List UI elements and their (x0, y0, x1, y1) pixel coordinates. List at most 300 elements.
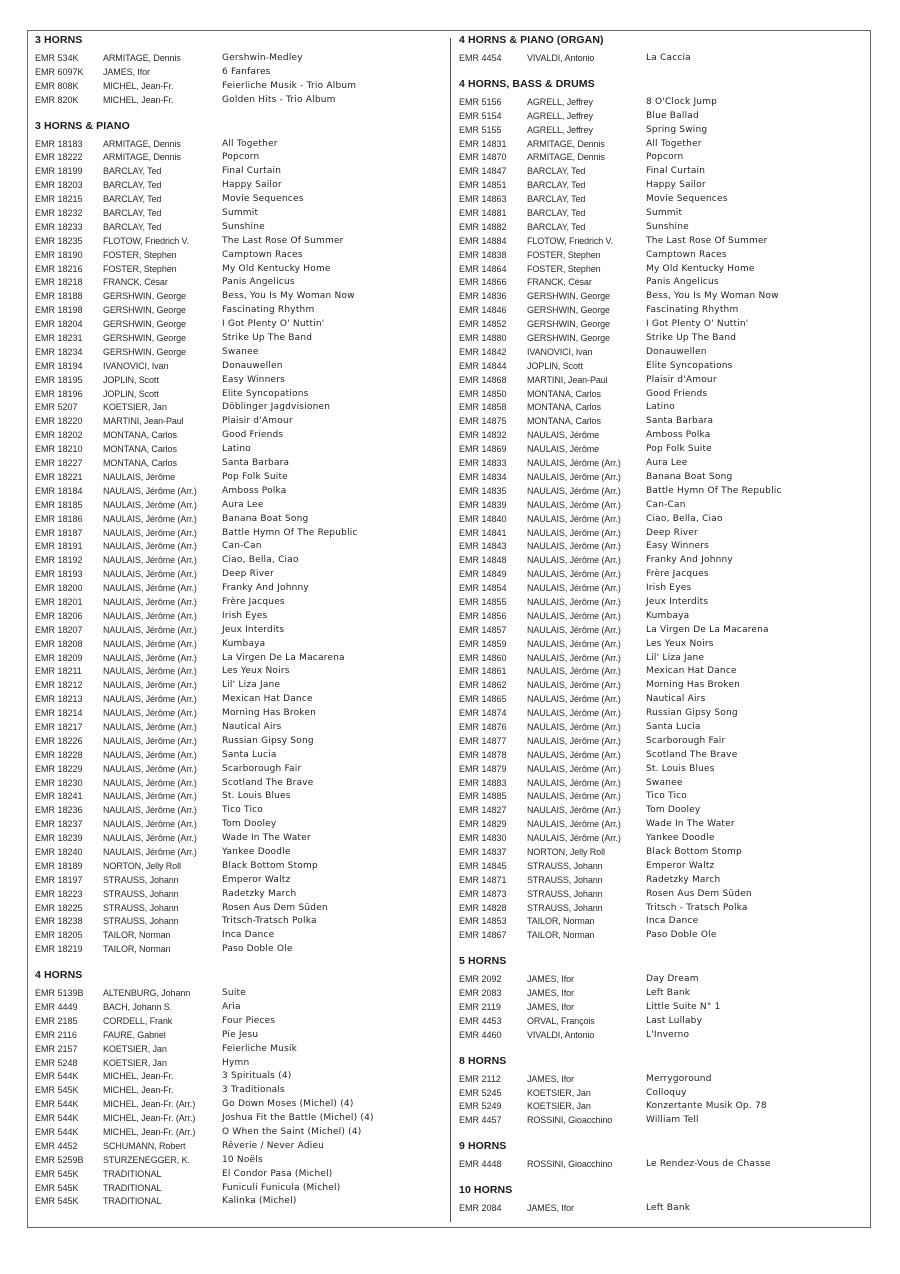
entry-title: Go Down Moses (Michel) (4) (222, 1099, 354, 1110)
entry-code: EMR 18199 (35, 166, 83, 177)
entry-code: EMR 18228 (35, 749, 83, 760)
entry-code: EMR 18237 (35, 819, 83, 830)
entry-code: EMR 2157 (35, 1043, 78, 1054)
entry-title: Yankee Doodle (222, 846, 291, 857)
catalog-entry (459, 582, 864, 596)
entry-composer: GERSHWIN, George (103, 333, 186, 344)
entry-composer: GERSHWIN, George (527, 319, 610, 330)
entry-title: Sunshine (222, 221, 265, 232)
catalog-entry (35, 332, 445, 346)
entry-composer: STRAUSS, Johann (103, 902, 179, 913)
entry-composer: IVANOVICI, Ivan (103, 360, 169, 371)
entry-title: Deep River (222, 569, 274, 580)
entry-composer: AGRELL, Jeffrey (527, 96, 593, 107)
entry-composer: BARCLAY, Ted (527, 180, 586, 191)
entry-title: Aura Lee (222, 499, 264, 510)
entry-title: The Last Rose Of Summer (646, 235, 768, 246)
entry-title: Nautical Airs (222, 721, 282, 732)
entry-title: Swanee (222, 346, 259, 357)
entry-code: EMR 14868 (459, 374, 507, 385)
entry-code: EMR 14839 (459, 499, 507, 510)
entry-title: Day Dream (646, 974, 699, 985)
entry-title: Jeux Interdits (222, 624, 285, 635)
entry-composer: NAULAIS, Jérôme (527, 444, 600, 455)
entry-code: EMR 18240 (35, 846, 83, 857)
entry-title: Kumbaya (646, 610, 690, 621)
entry-title: Radetzky March (222, 888, 297, 899)
catalog-entry (459, 249, 864, 263)
entry-composer: BARCLAY, Ted (103, 208, 162, 219)
entry-code: EMR 14883 (459, 777, 507, 788)
catalog-entry (35, 568, 445, 582)
entry-title: Plaisir d'Amour (646, 374, 717, 385)
entry-composer: CORDELL, Frank (103, 1015, 173, 1026)
entry-composer: NAULAIS, Jérôme (Arr.) (527, 541, 621, 552)
entry-composer: BARCLAY, Ted (103, 221, 162, 232)
entry-title: Movie Sequences (646, 194, 728, 205)
catalog-entry (35, 207, 445, 221)
entry-composer: NAULAIS, Jérôme (Arr.) (103, 763, 197, 774)
entry-composer: BARCLAY, Ted (527, 194, 586, 205)
entry-code: EMR 14874 (459, 708, 507, 719)
catalog-entry (35, 401, 445, 415)
catalog-entry (459, 471, 864, 485)
entry-title: Paso Doble Ole (222, 944, 293, 955)
catalog-entry (459, 235, 864, 249)
entry-composer: BARCLAY, Ted (103, 194, 162, 205)
entry-title: Final Curtain (646, 166, 706, 177)
catalog-entry (459, 1114, 864, 1128)
catalog-entry (459, 1001, 864, 1015)
catalog-entry (459, 138, 864, 152)
entry-title: Four Pieces (222, 1015, 276, 1026)
section-title: 9 HORNS (459, 1140, 507, 1153)
entry-composer: NAULAIS, Jérôme (Arr.) (527, 680, 621, 691)
catalog-entry (35, 318, 445, 332)
entry-title: Suite (222, 988, 246, 999)
section-title: 4 HORNS & PIANO (ORGAN) (459, 34, 604, 46)
entry-composer: GERSHWIN, George (527, 333, 610, 344)
entry-composer: KOETSIER, Jan (103, 402, 167, 413)
entry-title: Colloquy (646, 1087, 687, 1098)
entry-composer: NAULAIS, Jérôme (Arr.) (527, 763, 621, 774)
catalog-entry (459, 513, 864, 527)
catalog-entry (459, 554, 864, 568)
entry-code: EMR 14832 (459, 430, 507, 441)
entry-title: Rêverie / Never Adieu (222, 1140, 325, 1151)
catalog-entry (459, 721, 864, 735)
entry-composer: MICHEL, Jean-Fr. (Arr.) (103, 1113, 196, 1124)
catalog-entry (459, 693, 864, 707)
column-divider (450, 38, 451, 1222)
entry-code: EMR 18206 (35, 610, 83, 621)
catalog-entry (35, 832, 445, 846)
catalog-entry (35, 388, 445, 402)
catalog-entry (459, 749, 864, 763)
catalog-entry (459, 304, 864, 318)
entry-code: EMR 18235 (35, 235, 83, 246)
entry-title: Tom Dooley (646, 805, 701, 816)
entry-code: EMR 14840 (459, 513, 507, 524)
entry-composer: FOSTER, Stephen (103, 249, 177, 260)
entry-title: Strike Up The Band (646, 333, 737, 344)
entry-code: EMR 18205 (35, 930, 83, 941)
entry-code: EMR 14854 (459, 583, 507, 594)
entry-title: Amboss Polka (222, 485, 287, 496)
entry-composer: MARTINI, Jean-Paul (527, 374, 608, 385)
entry-title: Kalinka (Michel) (222, 1196, 297, 1207)
entry-composer: NAULAIS, Jérôme (Arr.) (527, 596, 621, 607)
entry-composer: NAULAIS, Jérôme (Arr.) (103, 680, 197, 691)
entry-code: EMR 2083 (459, 988, 502, 999)
catalog-entry (459, 929, 864, 943)
catalog-entry (35, 1043, 445, 1057)
entry-title: Easy Winners (646, 541, 710, 552)
entry-title: All Together (222, 138, 278, 149)
entry-code: EMR 14870 (459, 152, 507, 163)
entry-composer: NAULAIS, Jérôme (Arr.) (527, 569, 621, 580)
entry-code: EMR 14831 (459, 138, 507, 149)
catalog-entry (459, 263, 864, 277)
entry-composer: NAULAIS, Jérôme (Arr.) (103, 583, 197, 594)
entry-composer: MICHEL, Jean-Fr. (103, 1071, 174, 1082)
entry-composer: NAULAIS, Jérôme (Arr.) (527, 708, 621, 719)
entry-composer: GERSHWIN, George (527, 305, 610, 316)
catalog-section (459, 1139, 864, 1172)
section-title: 4 HORNS (35, 969, 83, 982)
entry-composer: NAULAIS, Jérôme (Arr.) (527, 735, 621, 746)
entry-composer: NORTON, Jelly Roll (103, 860, 181, 871)
entry-code: EMR 14833 (459, 458, 507, 469)
entry-composer: TRADITIONAL (103, 1182, 162, 1193)
entry-title: Little Suite N° 1 (646, 1002, 721, 1012)
catalog-entry (459, 52, 864, 66)
entry-composer: AGRELL, Jeffrey (527, 110, 593, 121)
catalog-entry (35, 1029, 445, 1043)
catalog-entry (459, 987, 864, 1001)
entry-code: EMR 14884 (459, 235, 507, 246)
entry-title: Pop Folk Suite (646, 444, 712, 455)
catalog-entry (35, 679, 445, 693)
entry-code: EMR 18194 (35, 360, 83, 371)
catalog-entry (35, 179, 445, 193)
entry-title: Blue Ballad (646, 110, 699, 121)
entry-title: Donauwellen (222, 360, 283, 371)
entry-code: EMR 14864 (459, 263, 507, 274)
catalog-entry (35, 263, 445, 277)
entry-code: EMR 18221 (35, 471, 83, 482)
entry-code: EMR 18192 (35, 555, 83, 566)
entry-composer: NAULAIS, Jérôme (Arr.) (103, 805, 197, 816)
entry-composer: NAULAIS, Jérôme (Arr.) (527, 513, 621, 524)
entry-composer: NAULAIS, Jérôme (Arr.) (527, 485, 621, 496)
entry-code: EMR 18239 (35, 833, 83, 844)
entry-code: EMR 18197 (35, 874, 83, 885)
entry-title: Paso Doble Ole (646, 930, 717, 941)
catalog-entry (459, 540, 864, 554)
entry-title: Hymn (222, 1057, 250, 1068)
catalog-entry (459, 610, 864, 624)
entry-code: EMR 14847 (459, 166, 507, 177)
entry-composer: FOSTER, Stephen (527, 249, 601, 260)
entry-composer: NAULAIS, Jérôme (Arr.) (103, 791, 197, 802)
catalog-column-left (35, 33, 445, 1209)
entry-code: EMR 18187 (35, 527, 83, 538)
catalog-entry (35, 429, 445, 443)
entry-code: EMR 14849 (459, 569, 507, 580)
entry-code: EMR 18214 (35, 708, 83, 719)
entry-composer: NAULAIS, Jérôme (Arr.) (527, 555, 621, 566)
entry-composer: JAMES, Ifor (527, 1002, 574, 1012)
catalog-entry (35, 540, 445, 554)
catalog-entry (35, 1126, 445, 1140)
catalog-entry (35, 276, 445, 290)
entry-composer: NAULAIS, Jérôme (Arr.) (103, 527, 197, 538)
entry-composer: NAULAIS, Jérôme (Arr.) (103, 499, 197, 510)
catalog-entry (35, 707, 445, 721)
entry-composer: FOSTER, Stephen (103, 263, 177, 274)
section-title: 3 HORNS & PIANO (35, 119, 130, 132)
entry-composer: TAILOR, Norman (103, 930, 171, 941)
entry-composer: ARMITAGE, Dennis (103, 138, 181, 149)
catalog-entry (35, 874, 445, 888)
entry-code: EMR 4452 (35, 1140, 78, 1151)
catalog-entry (459, 415, 864, 429)
entry-composer: NAULAIS, Jérôme (Arr.) (103, 846, 197, 857)
catalog-entry (35, 360, 445, 374)
entry-code: EMR 2116 (35, 1029, 77, 1040)
entry-title: Rosen Aus Dem Süden (222, 902, 328, 913)
entry-title: Battle Hymn Of The Republic (222, 527, 358, 538)
entry-title: St. Louis Blues (646, 763, 715, 774)
entry-composer: NAULAIS, Jérôme (Arr.) (103, 610, 197, 621)
entry-composer: STRAUSS, Johann (527, 860, 603, 871)
catalog-entry (35, 304, 445, 318)
catalog-entry (35, 596, 445, 610)
entry-code: EMR 820K (35, 94, 79, 105)
catalog-entry (459, 1202, 864, 1216)
entry-title: Spring Swing (646, 124, 708, 135)
entry-composer: AGRELL, Jeffrey (527, 124, 593, 135)
entry-title: Aria (222, 1002, 241, 1012)
entry-composer: NAULAIS, Jérôme (Arr.) (103, 708, 197, 719)
entry-composer: MONTANA, Carlos (527, 416, 601, 427)
entry-composer: NAULAIS, Jérôme (Arr.) (527, 624, 621, 635)
entry-composer: STRAUSS, Johann (527, 888, 603, 899)
catalog-entry (35, 846, 445, 860)
entry-composer: NAULAIS, Jérôme (Arr.) (527, 833, 621, 844)
catalog-entry (35, 66, 445, 80)
entry-code: EMR 18200 (35, 583, 83, 594)
catalog-entry (459, 207, 864, 221)
entry-code: EMR 545K (35, 1085, 79, 1096)
entry-title: Left Bank (646, 988, 691, 999)
catalog-entry (459, 110, 864, 124)
entry-code: EMR 14841 (459, 527, 507, 538)
catalog-entry (459, 360, 864, 374)
entry-title: Latino (646, 402, 675, 413)
catalog-entry (459, 790, 864, 804)
entry-code: EMR 14862 (459, 680, 507, 691)
entry-composer: FLOTOW, Friedrich V. (103, 235, 190, 246)
entry-composer: JAMES, Ifor (527, 974, 574, 985)
entry-code: EMR 18218 (35, 277, 83, 288)
entry-composer: NAULAIS, Jérôme (Arr.) (103, 513, 197, 524)
section-spacer (459, 66, 864, 77)
entry-title: Ciao, Bella, Ciao (222, 555, 299, 566)
entry-title: Konzertante Musik Op. 78 (646, 1101, 767, 1112)
entry-code: EMR 14857 (459, 624, 507, 635)
entry-code: EMR 18223 (35, 888, 83, 899)
catalog-entry (459, 124, 864, 138)
catalog-entry (35, 915, 445, 929)
section-spacer (459, 943, 864, 954)
entry-code: EMR 14856 (459, 610, 507, 621)
entry-title: Pie Jesu (222, 1029, 259, 1040)
section-spacer (35, 957, 445, 968)
entry-code: EMR 544K (35, 1127, 79, 1138)
entry-title: Bess, You Is My Woman Now (222, 291, 355, 302)
entry-composer: NAULAIS, Jérôme (Arr.) (103, 777, 197, 788)
catalog-entry (35, 1015, 445, 1029)
catalog-entry (35, 1001, 445, 1015)
entry-title: My Old Kentucky Home (222, 263, 331, 274)
entry-code: EMR 4448 (459, 1159, 502, 1170)
catalog-entry (35, 943, 445, 957)
catalog-entry (459, 346, 864, 360)
catalog-entry (459, 179, 864, 193)
entry-composer: ROSSINI, Gioacchino (527, 1115, 613, 1126)
entry-title: Feierliche Musik - Trio Album (222, 80, 357, 91)
entry-title: Bess, You Is My Woman Now (646, 291, 779, 302)
entry-composer: NAULAIS, Jérôme (103, 471, 176, 482)
catalog-entry (35, 610, 445, 624)
catalog-entry (459, 165, 864, 179)
catalog-section (459, 77, 864, 943)
entry-title: Tico Tico (222, 805, 264, 816)
entry-title: El Condor Pasa (Michel) (222, 1168, 333, 1179)
entry-composer: MONTANA, Carlos (527, 402, 601, 413)
catalog-entry (35, 499, 445, 513)
catalog-entry (459, 568, 864, 582)
entry-title: Panis Angelicus (646, 277, 719, 288)
entry-composer: ALTENBURG, Johann (103, 988, 191, 999)
entry-title: 8 O'Clock Jump (646, 96, 718, 107)
entry-code: EMR 18210 (35, 444, 83, 455)
catalog-entry (35, 52, 445, 66)
entry-code: EMR 544K (35, 1071, 79, 1082)
catalog-entry (459, 151, 864, 165)
entry-title: La Caccia (646, 53, 691, 63)
entry-title: Scarborough Fair (646, 735, 726, 746)
entry-composer: BARCLAY, Ted (527, 166, 586, 177)
entry-code: EMR 18190 (35, 249, 83, 260)
entry-composer: GERSHWIN, George (103, 319, 186, 330)
entry-composer: NAULAIS, Jérôme (Arr.) (103, 694, 197, 705)
entry-code: EMR 14829 (459, 819, 507, 830)
entry-title: Franky And Johnny (222, 583, 309, 594)
entry-composer: NAULAIS, Jérôme (Arr.) (103, 555, 197, 566)
entry-composer: NAULAIS, Jérôme (Arr.) (103, 721, 197, 732)
entry-composer: NAULAIS, Jérôme (Arr.) (527, 583, 621, 594)
entry-composer: JAMES, Ifor (527, 988, 574, 999)
entry-composer: NAULAIS, Jérôme (Arr.) (527, 749, 621, 760)
entry-code: EMR 14861 (459, 666, 507, 677)
entry-code: EMR 5155 (459, 124, 502, 135)
entry-code: EMR 5248 (35, 1057, 78, 1068)
entry-code: EMR 14853 (459, 916, 507, 927)
catalog-entry (35, 443, 445, 457)
entry-composer: SCHUMANN, Robert (103, 1140, 186, 1151)
catalog-entry (459, 624, 864, 638)
entry-composer: NAULAIS, Jérôme (Arr.) (103, 819, 197, 830)
catalog-entry (35, 929, 445, 943)
entry-composer: NAULAIS, Jérôme (Arr.) (527, 638, 621, 649)
entry-code: EMR 14844 (459, 360, 507, 371)
section-title: 4 HORNS, BASS & DRUMS (459, 77, 595, 90)
catalog-entry (459, 735, 864, 749)
catalog-entry (459, 818, 864, 832)
catalog-entry (35, 1195, 445, 1209)
entry-code: EMR 14880 (459, 333, 507, 344)
entry-code: EMR 5249 (459, 1101, 502, 1112)
entry-composer: STURZENEGGER, K. (103, 1154, 190, 1165)
entry-code: EMR 14871 (459, 874, 507, 885)
catalog-entry (35, 1098, 445, 1112)
entry-composer: ORVAL, François (527, 1015, 595, 1026)
catalog-entry (459, 276, 864, 290)
entry-code: EMR 18238 (35, 916, 83, 927)
entry-code: EMR 14860 (459, 652, 507, 663)
entry-title: Kumbaya (222, 638, 266, 649)
entry-title: Irish Eyes (646, 583, 692, 594)
entry-composer: IVANOVICI, Ivan (527, 346, 593, 357)
entry-title: Amboss Polka (646, 430, 711, 441)
entry-code: EMR 5207 (35, 402, 78, 413)
catalog-entry (35, 151, 445, 165)
entry-code: EMR 14852 (459, 319, 507, 330)
entry-title: Franky And Johnny (646, 555, 733, 566)
catalog-entry (35, 818, 445, 832)
catalog-section (459, 1054, 864, 1129)
catalog-entry (35, 624, 445, 638)
entry-title: Aura Lee (646, 458, 688, 469)
entry-code: EMR 18225 (35, 902, 83, 913)
entry-title: Last Lullaby (646, 1015, 703, 1026)
entry-title: Good Friends (646, 388, 708, 399)
catalog-entry (459, 596, 864, 610)
entry-title: Tico Tico (646, 791, 688, 802)
entry-code: EMR 14863 (459, 194, 507, 205)
catalog-entry (35, 987, 445, 1001)
entry-composer: BARCLAY, Ted (527, 221, 586, 232)
entry-code: EMR 14827 (459, 805, 507, 816)
catalog-entry (35, 763, 445, 777)
entry-composer: JAMES, Ifor (527, 1073, 574, 1084)
entry-title: Panis Angelicus (222, 277, 295, 288)
catalog-section (35, 33, 445, 108)
catalog-entry (35, 290, 445, 304)
entry-code: EMR 14881 (459, 208, 507, 219)
catalog-entry (459, 443, 864, 457)
entry-composer: NAULAIS, Jérôme (Arr.) (103, 833, 197, 844)
entry-composer: GERSHWIN, George (103, 305, 186, 316)
catalog-entry (459, 429, 864, 443)
catalog-entry (35, 1084, 445, 1098)
entry-title: Left Bank (646, 1203, 691, 1214)
entry-composer: TRADITIONAL (103, 1196, 162, 1207)
entry-title: Can-Can (646, 499, 686, 510)
